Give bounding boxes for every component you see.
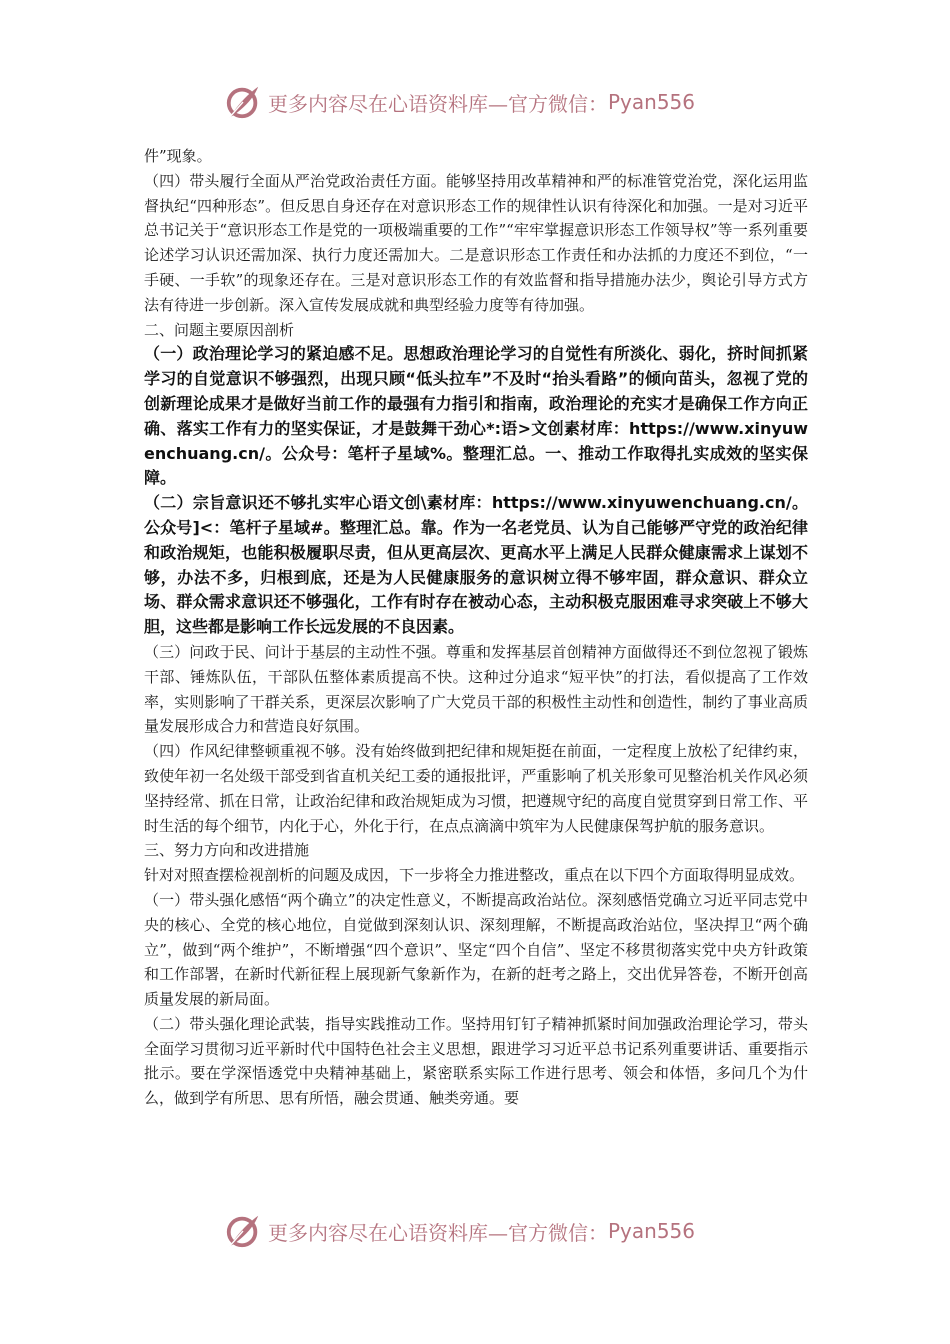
banner-wechat-id: Pyan556 [608,1219,696,1243]
quill-logo-icon [224,83,262,121]
quill-logo-icon [224,1212,262,1250]
paragraph-section-1-4: （四）带头履行全面从严治党政治责任方面。能够坚持用改革精神和严的标准管党治党，深化运用监督执纪“四种形态”。但反思自身还存在对意识形态工作的规律性认识有待深化和加强。一是对习近平总书记关于“意识形态工作是党的一项极端重要的工作”“牢牢掌握意识形态工作领导权”等一系列重要论述学习认识还需加深、执行力度还需加大。二是意识形态工作责任和办法抓的力度还不到位，“一手硬、一手软”的现象还存在。三是对意识形态工作的有效监督和指导措施办法少，舆论引导方式方法有待进一步创新。深入宣传发展成就和典型经验力度等有待加强。 [144,171,808,314]
heading-section-2: 二、问题主要原因剖析 [144,320,295,339]
footer-banner [224,1207,744,1255]
paragraph-measure-2: （二）带头强化理论武装，指导实践推动工作。坚持用钉钉子精神抓紧时间加强政治理论学习，带头全面学习贯彻习近平新时代中国特色社会主义思想，跟进学习习近平总书记系列重要讲话、重要指示批示。要在学深悟透党中央精神基础上，紧密联系实际工作进行思考、领会和体悟，多问几个为什么，做到学有所思、思有所悟，融会贯通、触类旁通。要 [144,1014,808,1108]
paragraph-cause-1: （一）政治理论学习的紧迫感不足。思想政治理论学习的自觉性有所淡化、弱化，挤时间抓紧学习的自觉意识不够强烈，出现只顾“低头拉车”不及时“抬头看路”的倾向苗头，忽视了党的创新理论成果才是做好当前工作的最强有力指引和指南，政治理论的充实才是确保工作方向正确、落实工作有力的坚实保证，才是鼓舞干劲心*:语>文创素材库：https://www.xinyuwenchuang.cn/。公众号：笔杆子星域%。整理汇总。一、推动工作取得扎实成效的坚实保障。 [144,344,808,488]
banner-text: 更多内容尽在心语资料库—官方微信： [268,91,608,116]
header-banner [224,78,744,126]
banner-text: 更多内容尽在心语资料库—官方微信： [268,1220,608,1245]
paragraph-cause-4: （四）作风纪律整顿重视不够。没有始终做到把纪律和规矩挺在前面，一定程度上放松了纪律约束，致使年初一名处级干部受到省直机关纪工委的通报批评，严重影响了机关形象可见整治机关作风必须坚持经常、抓在日常，让政治纪律和政治规矩成为习惯，把遵规守纪的高度自觉贯穿到日常工作、平时生活的每个细节，内化于心，外化于行，在点点滴滴中筑牢为人民健康保驾护航的服务意识。 [144,742,808,835]
paragraph-continuation: 件”现象。 [144,147,212,165]
paragraph-measure-1: （一）带头强化感悟“两个确立”的决定性意义，不断提高政治站位。深刻感悟党确立习近平同志党中央的核心、全党的核心地位，自觉做到深刻认识、深刻理解，不断提高政治站位，坚决捍卫“两个确立”，做到“两个维护”，不断增强“四个意识”、坚定“四个自信”、坚定不移贯彻落实党中央方针政策和工作部署，在新时代新征程上展现新气象新作为，在新的赶考之路上，交出优异答卷，不断开创高质量发展的新局面。 [144,890,808,1009]
heading-section-3: 三、努力方向和改进措施 [144,841,310,860]
banner-wechat-id: Pyan556 [608,90,696,114]
paragraph-intro-measures: 针对对照查摆检视剖析的问题及成因，下一步将全力推进整改，重点在以下四个方面取得明显成效。 [144,866,805,885]
paragraph-cause-3: （三）问政于民、问计于基层的主动性不强。尊重和发挥基层首创精神方面做得还不到位忽视了锻炼干部、锤炼队伍，干部队伍整体素质提高不快。这种过分追求“短平快”的打法，看似提高了工作效率，实则影响了干群关系，更深层次影响了广大党员干部的积极性主动性和创造性，制约了事业高质量发展形成合力和营造良好氛围。 [144,642,808,736]
paragraph-cause-2: （二）宗旨意识还不够扎实牢心语文创\素材库：https://www.xinyuwenchuang.cn/。公众号]<：笔杆子星域#。整理汇总。靠。作为一名老党员、认为自己能够严守党的政治纪律和政治规矩，也能积极履职尽责，但从更高层次、更高水平上满足人民群众健康需求上谋划不够，办法不多，归根到底，还是为人民健康服务的意识树立得不够牢固，群众意识、群众立场、群众需求意识还不够强化，工作有时存在被动心态，主动积极克服困难寻求突破上不够大胆，这些都是影响工作长远发展的不良因素。 [144,493,808,637]
document-body [144,144,808,1111]
